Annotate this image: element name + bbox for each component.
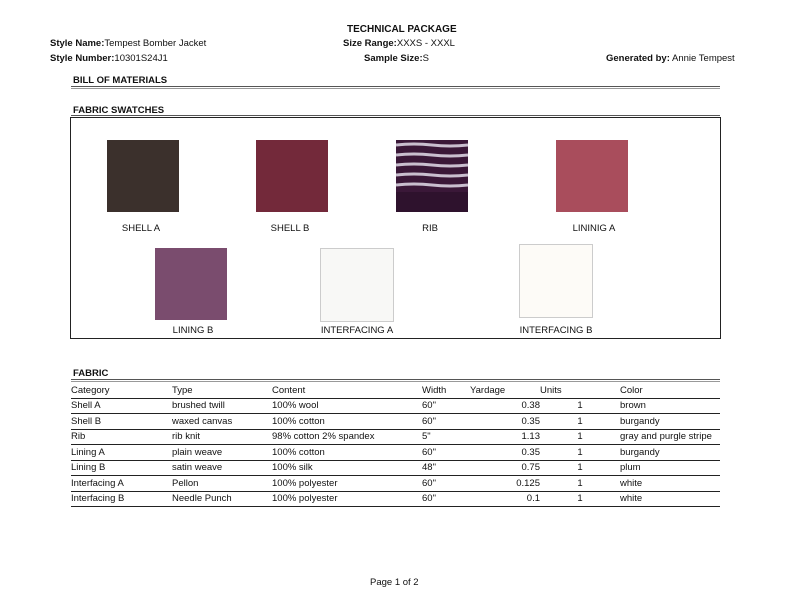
- sample-size-value: S: [422, 53, 429, 64]
- document-title: TECHNICAL PACKAGE: [347, 24, 457, 35]
- cell-category: Rib: [71, 429, 172, 445]
- rib-stripe-pattern: [396, 140, 468, 212]
- cell-type: rib knit: [172, 429, 272, 445]
- table-row: [71, 476, 720, 492]
- style-number-value: 10301S24J1: [114, 53, 168, 64]
- swatch-label-shell-b: SHELL B: [270, 223, 310, 234]
- section-fabric: FABRIC: [73, 368, 109, 379]
- swatch-lining-a: [556, 140, 628, 212]
- cell-units: 1: [540, 398, 620, 414]
- cell-units: 1: [540, 476, 620, 492]
- cell-color: white: [620, 491, 720, 507]
- cell-type: Pellon: [172, 476, 272, 492]
- cell-width: 5": [422, 429, 470, 445]
- size-range-value: XXXS - XXXL: [396, 38, 455, 49]
- size-range-label: Size Range:: [343, 38, 397, 49]
- cell-width: 60": [422, 398, 470, 414]
- size-range: [343, 38, 455, 49]
- cell-category: Interfacing A: [71, 476, 172, 492]
- cell-category: Shell A: [71, 398, 172, 414]
- cell-units: 1: [540, 414, 620, 430]
- swatch-label-rib: RIB: [422, 223, 438, 234]
- cell-type: brushed twill: [172, 398, 272, 414]
- generated-by-value: Annie Tempest: [672, 53, 735, 64]
- cell-yardage: 0.35: [470, 414, 540, 430]
- cell-type: Needle Punch: [172, 491, 272, 507]
- swatch-shell-a: [107, 140, 179, 212]
- cell-width: 60": [422, 414, 470, 430]
- cell-color: burgandy: [620, 414, 720, 430]
- cell-yardage: 0.1: [470, 491, 540, 507]
- section-divider: [71, 86, 720, 89]
- swatch-label-interfacing-b: INTERFACING B: [519, 325, 593, 336]
- header-content: Content: [272, 383, 422, 398]
- header-category: Category: [71, 383, 172, 398]
- sample-size-label: Sample Size:: [364, 53, 423, 64]
- cell-type: plain weave: [172, 445, 272, 461]
- cell-yardage: 1.13: [470, 429, 540, 445]
- swatch-interfacing-a: [320, 248, 394, 322]
- cell-width: 60": [422, 491, 470, 507]
- cell-color: gray and purgle stripe: [620, 429, 720, 445]
- cell-type: satin weave: [172, 460, 272, 476]
- fabric-divider: [71, 379, 720, 382]
- cell-width: 48": [422, 460, 470, 476]
- cell-content: 100% wool: [272, 398, 422, 414]
- swatch-label-lining-b: LINING B: [172, 325, 214, 336]
- cell-type: waxed canvas: [172, 414, 272, 430]
- cell-units: 1: [540, 445, 620, 461]
- cell-color: plum: [620, 460, 720, 476]
- header-width: Width: [422, 383, 470, 398]
- swatch-shell-b: [256, 140, 328, 212]
- cell-yardage: 0.35: [470, 445, 540, 461]
- table-row: [71, 398, 720, 414]
- header-color: Color: [620, 383, 720, 398]
- cell-color: brown: [620, 398, 720, 414]
- cell-yardage: 0.75: [470, 460, 540, 476]
- cell-content: 100% polyester: [272, 491, 422, 507]
- table-row: [71, 491, 720, 507]
- table-row: [71, 429, 720, 445]
- header-yardage: Yardage: [470, 383, 540, 398]
- swatch-label-shell-a: SHELL A: [121, 223, 161, 234]
- sample-size: [364, 53, 429, 64]
- generated-by-label: Generated by:: [606, 53, 670, 64]
- cell-units: 1: [540, 460, 620, 476]
- fabric-table-header: [71, 383, 720, 398]
- cell-category: Lining B: [71, 460, 172, 476]
- cell-content: 98% cotton 2% spandex: [272, 429, 422, 445]
- cell-units: 1: [540, 491, 620, 507]
- header-units: Units: [540, 383, 620, 398]
- swatch-interfacing-b: [519, 244, 593, 318]
- header-type: Type: [172, 383, 272, 398]
- cell-yardage: 0.125: [470, 476, 540, 492]
- swatch-lining-b: [155, 248, 227, 320]
- cell-color: burgandy: [620, 445, 720, 461]
- generated-by: [606, 53, 735, 64]
- cell-color: white: [620, 476, 720, 492]
- cell-content: 100% cotton: [272, 414, 422, 430]
- swatch-label-interfacing-a: INTERFACING A: [320, 325, 394, 336]
- swatch-rib: [396, 140, 468, 212]
- fabric-table: [71, 383, 720, 507]
- cell-category: Shell B: [71, 414, 172, 430]
- table-row: [71, 460, 720, 476]
- style-number: [50, 53, 168, 64]
- style-number-label: Style Number:: [50, 53, 115, 64]
- table-row: [71, 414, 720, 430]
- cell-units: 1: [540, 429, 620, 445]
- section-fabric-swatches: FABRIC SWATCHES: [73, 105, 165, 116]
- cell-width: 60": [422, 476, 470, 492]
- cell-content: 100% polyester: [272, 476, 422, 492]
- cell-category: Lining A: [71, 445, 172, 461]
- style-name: [50, 38, 206, 49]
- page-number: Page 1 of 2: [370, 577, 419, 588]
- section-bill-of-materials: BILL OF MATERIALS: [73, 75, 168, 86]
- cell-content: 100% silk: [272, 460, 422, 476]
- swatch-label-lining-a: LININIG A: [572, 223, 616, 234]
- cell-content: 100% cotton: [272, 445, 422, 461]
- cell-category: Interfacing B: [71, 491, 172, 507]
- cell-yardage: 0.38: [470, 398, 540, 414]
- style-name-value: Tempest Bomber Jacket: [104, 38, 207, 49]
- table-row: [71, 445, 720, 461]
- style-name-label: Style Name:: [50, 38, 105, 49]
- cell-width: 60": [422, 445, 470, 461]
